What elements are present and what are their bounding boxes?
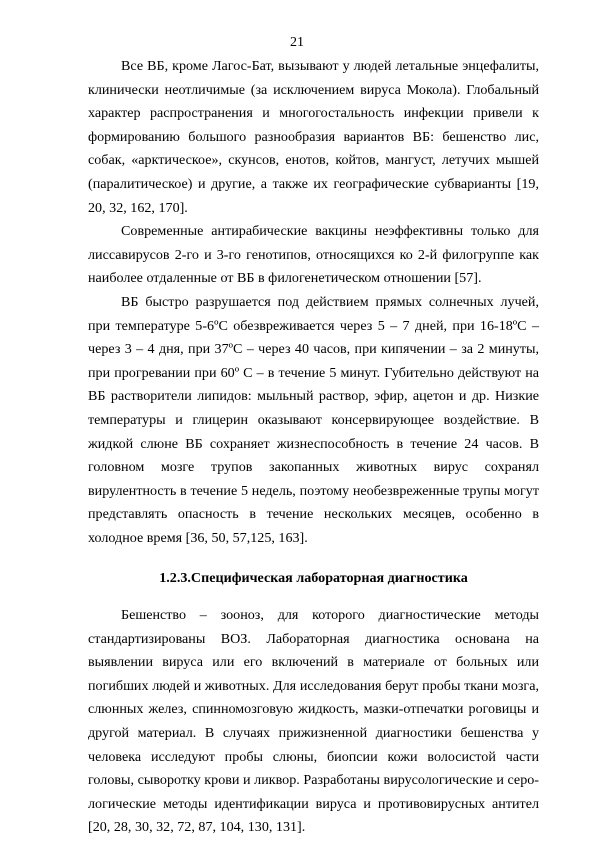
paragraph-lyssavirus-encephalitis: Все ВБ, кроме Лагос-Бат, вызывают у людей летальные энцефалиты, клинически неотличимые (за исключением вируса Мокола). Глобальный характер распространения и многогостальность инфекции привели к формированию большого разнообразия вариантов ВБ: бешенство лис, собак, «арктическое», скунсов, енотов, койтов, мангуст, летучих мышей (паралитическое) и другие, а также их географические субварианты [19, 20, 32, 162, 170]. <box>88 58 539 216</box>
page-number: 21 <box>290 35 304 50</box>
paragraph-laboratory-diagnostics: Бешенство – зооноз, для которого диагностические методы стандартизированы ВОЗ. Лабораторная диагностика основана на выявлении вируса или его включений в материале от больных или погибших людей и животных. Для исследования берут пробы ткани мозга, слюнных желез, спинномозговую жидкость, мазки-отпечатки роговицы и другой материал. В случаях прижизненной диагностики бешенства у человека исследуют пробы слюны, биопсии кожи волосистой части головы, сыворотку крови и ликвор. Разработаны вирусологические и серологические методы идентификации вируса и противовирусных антител [20, 28, 30, 32, 72, 87, 104, 130, 131]. <box>88 607 539 836</box>
section-heading: 1.2.3.Специфическая лабораторная диагностика <box>159 570 468 587</box>
paragraph-antirabies-vaccines: Современные антирабические вакцины неэффективны только для лиссавирусов 2-го и 3-го генотипов, относящихся ко 2-й филогруппе как наиболее отдаленные от ВБ в филогенетическом отношении [57]. <box>88 223 539 287</box>
body-text <box>88 55 539 840</box>
paragraph-virus-stability: ВБ быстро разрушается под действием прямых солнечных лучей, при температуре 5-6ºС обезвреживается через 5 – 7 дней, при 16-18ºС – через 3 – 4 дня, при 37ºС – через 40 часов, при кипячении – за 2 минуты, при прогревании при 60º С – в течение 5 минут. Губительно действуют на ВБ растворители липидов: мыльный раствор, эфир, ацетон и др. Низкие температуры и глицерин оказывают консервирующее воздействие. В жидкой слюне ВБ сохраняет жизнеспособность в течение 24 часов. В головном мозге трупов закопанных животных вирус сохранял вирулентность в течение 5 недель, поэтому необезвреженные трупы могут представлять опасность в течение нескольких месяцев, особенно в холодное время [36, 50, 57,125, 163]. <box>88 293 539 546</box>
